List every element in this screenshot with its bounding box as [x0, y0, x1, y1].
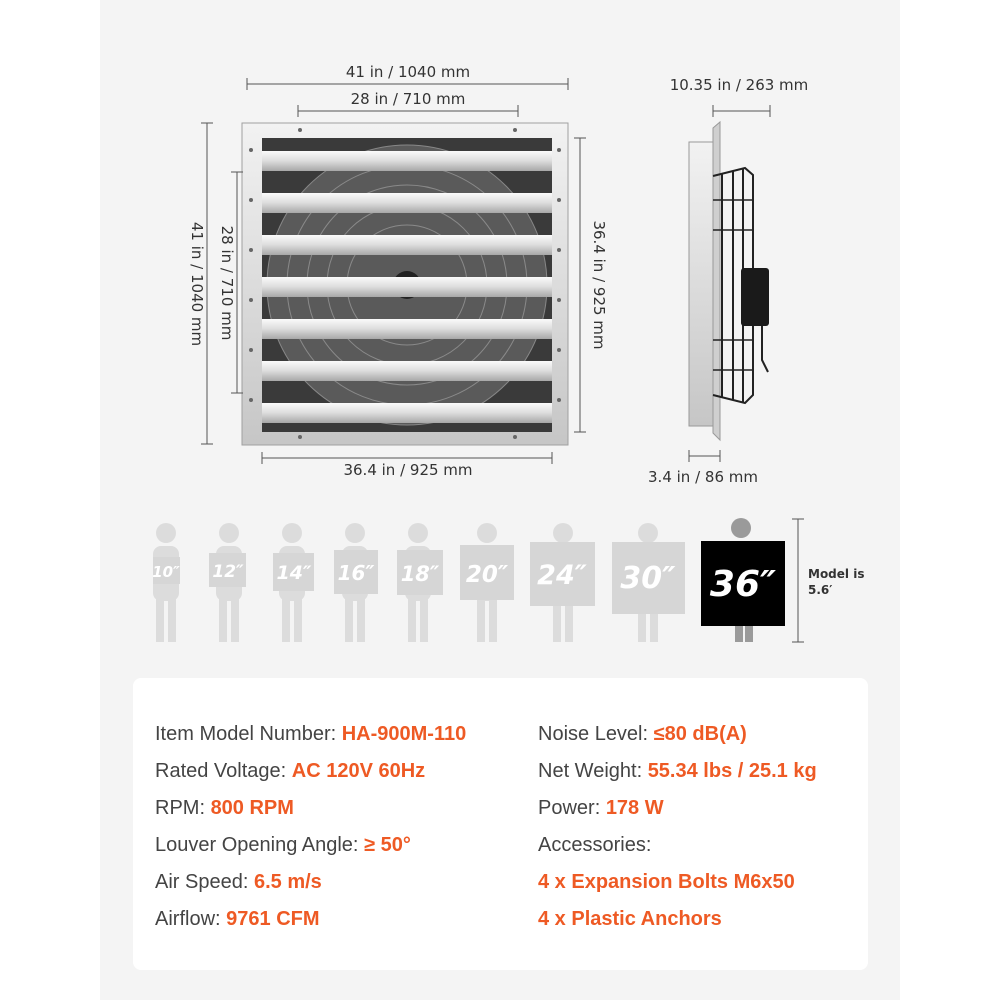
spec-label: Louver Opening Angle: [155, 834, 359, 856]
spec-value: AC 120V 60Hz [291, 760, 426, 782]
spec-row-louver-angle [155, 827, 466, 864]
spec-row-accessories-label [538, 827, 817, 864]
spec-label: Accessories: [538, 834, 652, 856]
front-bottom-width-label: 36.4 in / 925 mm [343, 461, 473, 479]
side-view-fan [689, 122, 769, 440]
front-louver-height-label: 36.4 in / 925 mm [590, 220, 608, 350]
spec-label: Item Model Number: [155, 723, 337, 745]
specifications-card [133, 678, 868, 970]
spec-label: Power: [538, 797, 601, 819]
specs-right-column [538, 716, 817, 938]
size-label-10: 10″ [152, 563, 180, 581]
spec-value: 178 W [605, 797, 664, 819]
spec-value: 6.5 m/s [253, 871, 322, 893]
size-label-14: 14″ [276, 562, 312, 584]
accessory-item: 4 x Expansion Bolts M6x50 [538, 871, 795, 893]
spec-row-power [538, 790, 817, 827]
size-label-16: 16″ [337, 561, 375, 585]
spec-label: Net Weight: [538, 760, 643, 782]
size-label-18: 18″ [400, 562, 440, 586]
spec-value: ≥ 50° [364, 834, 411, 856]
spec-value: ≤80 dB(A) [653, 723, 747, 745]
spec-label: Rated Voltage: [155, 760, 287, 782]
side-frame-depth-label: 3.4 in / 86 mm [648, 468, 758, 486]
side-depth-label: 10.35 in / 263 mm [669, 76, 809, 94]
spec-label: Air Speed: [155, 871, 249, 893]
front-outer-width-label: 41 in / 1040 mm [345, 63, 471, 81]
accessory-item: 4 x Plastic Anchors [538, 908, 722, 930]
front-inner-width-label: 28 in / 710 mm [350, 90, 466, 108]
size-label-24: 24″ [537, 560, 587, 591]
spec-value: HA-900M-110 [341, 723, 467, 745]
spec-row-airflow [155, 901, 466, 938]
size-label-20: 20″ [465, 562, 509, 588]
size-label-12: 12″ [212, 562, 244, 582]
model-height-marker [792, 519, 804, 642]
spec-value: 55.34 lbs / 25.1 kg [647, 760, 817, 782]
spec-row-rpm [155, 790, 466, 827]
spec-label: Noise Level: [538, 723, 649, 745]
size-comparison [152, 518, 864, 642]
front-outer-height-label: 41 in / 1040 mm [188, 221, 206, 347]
model-height-note-line2: 5.6′ [808, 583, 833, 597]
size-label-30: 30″ [620, 561, 676, 596]
front-inner-height-label: 28 in / 710 mm [218, 225, 236, 341]
spec-row-air-speed [155, 864, 466, 901]
spec-value: 9761 CFM [226, 908, 320, 930]
spec-label: RPM: [155, 797, 205, 819]
spec-label: Airflow: [155, 908, 221, 930]
spec-row-noise-level [538, 716, 817, 753]
spec-row-rated-voltage [155, 753, 466, 790]
size-label-36: 36″ [709, 564, 777, 605]
front-view-fan [242, 123, 568, 445]
model-height-note-line1: Model is [808, 567, 865, 581]
spec-row-net-weight [538, 753, 817, 790]
spec-value: 800 RPM [210, 797, 294, 819]
spec-row-model-number [155, 716, 466, 753]
specs-left-column [155, 716, 466, 938]
